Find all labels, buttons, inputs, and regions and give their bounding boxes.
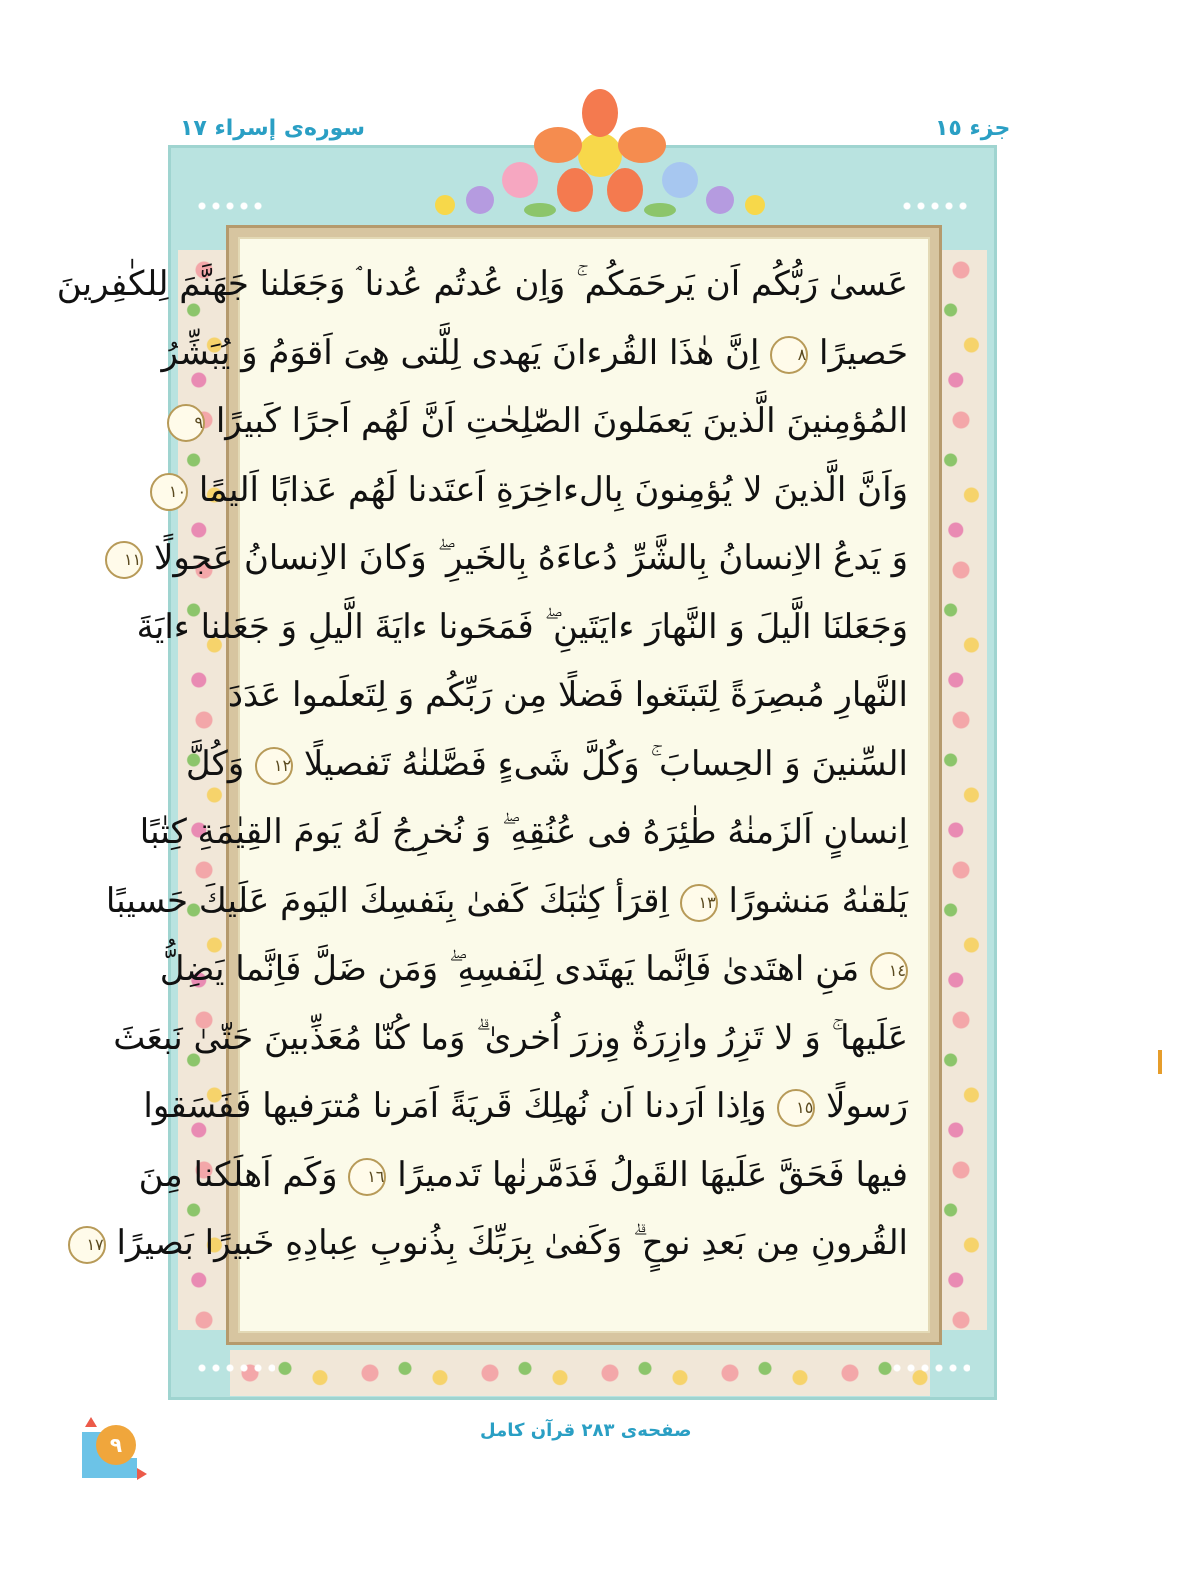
verse-text: عَسىٰ رَبُّكُم اَن يَرحَمَكُم ۚ وَاِن عُدتُم عُدنا ۘ وَجَعَلنا جَهَنَّمَ لِلكٰفِرينَ [56, 264, 908, 304]
flower-decoration [420, 95, 780, 225]
ayah-number-marker: ١١ [105, 541, 143, 579]
verse-text: اِنسانٍ اَلزَمنٰهُ طٰئِرَهُ فى عُنُقِهِ ۖ وَ نُخرِجُ لَهُ يَومَ القِيٰمَةِ كِتٰبًا [139, 812, 908, 852]
ayah-number-marker: ٩ [167, 404, 205, 442]
verse-line [194, 387, 908, 456]
verse-line [139, 798, 908, 867]
surah-label: سوره‌ی إسراء ١٧ [180, 116, 366, 141]
verse-line [161, 319, 908, 388]
ayah-number-marker: ٨ [770, 336, 808, 374]
page-caption: صفحه‌ی ٢٨٣ قرآن كامل [480, 1420, 692, 1441]
verse-line [138, 1141, 908, 1210]
verse-line [105, 867, 908, 936]
verse-text: مَنِ اهتَدىٰ فَاِنَّما يَهتَدى لِنَفسِهِ ۖ وَمَن ضَلَّ فَاِنَّما يَضِلُّ [159, 949, 860, 989]
verse-text: حَصيرًا [819, 332, 908, 373]
verse-text: السِّنينَ وَ الحِسابَ ۚ وَكُلَّ شَىءٍ فَصَّلنٰهُ تَفصيلًا [303, 743, 908, 784]
ayah-number-marker: ١٥ [777, 1089, 815, 1127]
right-garland [935, 250, 987, 1330]
verse-text: اِقرَأ كِتٰبَكَ كَفىٰ بِنَفسِكَ اليَومَ عَلَيكَ حَسيبًا [105, 880, 669, 921]
verse-line [56, 250, 908, 319]
ayah-number-marker: ١٣ [680, 884, 718, 922]
ayah-number-marker: ١٢ [255, 747, 293, 785]
verse-line [185, 730, 908, 799]
verse-text: النَّهارِ مُبصِرَةً لِتَبتَغوا فَضلًا مِن رَبِّكُم وَ لِتَعلَموا عَدَدَ [227, 675, 908, 715]
juz-label: جزء ١٥ [935, 116, 1011, 141]
verse-line [123, 524, 908, 593]
verse-text: اِنَّ هٰذَا القُرءانَ يَهدى لِلَّتى هِىَ اَقوَمُ وَ يُبَشِّرُ [161, 332, 760, 373]
verse-line [86, 1209, 908, 1278]
verse-line [159, 935, 908, 1004]
flower-center-icon [534, 89, 666, 212]
verse-text: وَكُلَّ [185, 743, 245, 784]
ayah-number-marker: ١٧ [68, 1226, 106, 1264]
verse-text: فيها فَحَقَّ عَلَيهَا القَولُ فَدَمَّرنٰها تَدميرًا [397, 1154, 908, 1195]
triangle-right-icon [137, 1468, 147, 1480]
verse-text: يَلقىٰهُ مَنشورًا [728, 880, 908, 921]
verse-text: وَاَنَّ الَّذينَ لا يُؤمِنونَ بِالءاخِرَةِ اَعتَدنا لَهُم عَذابًا اَليمًا [198, 469, 908, 510]
dots-band [900, 200, 970, 212]
page-number-badge: ٩ [96, 1425, 136, 1465]
verse-line [143, 1072, 908, 1141]
verse-text: وَ يَدعُ الاِنسانُ بِالشَّرِّ دُعاءَهُ بِالخَيرِ ۖ وَكانَ الاِنسانُ عَجولًا [153, 538, 908, 578]
ayah-number-marker: ١٦ [348, 1158, 386, 1196]
verse-line [168, 456, 908, 525]
ayah-number-marker: ١٠ [150, 473, 188, 511]
triangle-up-icon [85, 1417, 97, 1427]
verse-text: وَكَم اَهلَكنا مِنَ [138, 1154, 338, 1195]
dots-band [890, 1362, 970, 1374]
verse-text: المُؤمِنينَ الَّذينَ يَعمَلونَ الصّٰلِحٰتِ اَنَّ لَهُم اَجرًا كَبيرًا [215, 401, 908, 441]
verse-text: عَلَيها ۚ وَ لا تَزِرُ وازِرَةٌ وِزرَ اُخرىٰ ۗ وَما كُنّا مُعَذِّبينَ حَتّىٰ نَبعَثَ [113, 1017, 908, 1058]
verse-line [227, 661, 908, 730]
verse-text: وَجَعَلنَا الَّيلَ وَ النَّهارَ ءايَتَينِ ۖ فَمَحَونا ءايَةَ الَّيلِ وَ جَعَلنا ءايَةَ [136, 606, 908, 647]
verse-block [56, 250, 908, 1278]
bottom-garland [230, 1350, 930, 1396]
verse-text: رَسولًا [826, 1086, 908, 1126]
dots-band [195, 1362, 275, 1374]
ayah-number-marker: ١٤ [870, 952, 908, 990]
margin-mark [1158, 1050, 1162, 1074]
verse-line [136, 593, 908, 662]
verse-text: القُرونِ مِن بَعدِ نوحٍ ۗ وَكَفىٰ بِرَبِّكَ بِذُنوبِ عِبادِهِ خَبيرًا بَصيرًا [116, 1223, 908, 1263]
verse-line [113, 1004, 908, 1073]
verse-text: وَاِذا اَرَدنا اَن نُهلِكَ قَريَةً اَمَرنا مُترَفيها فَفَسَقوا [143, 1086, 767, 1126]
dots-band [195, 200, 265, 212]
